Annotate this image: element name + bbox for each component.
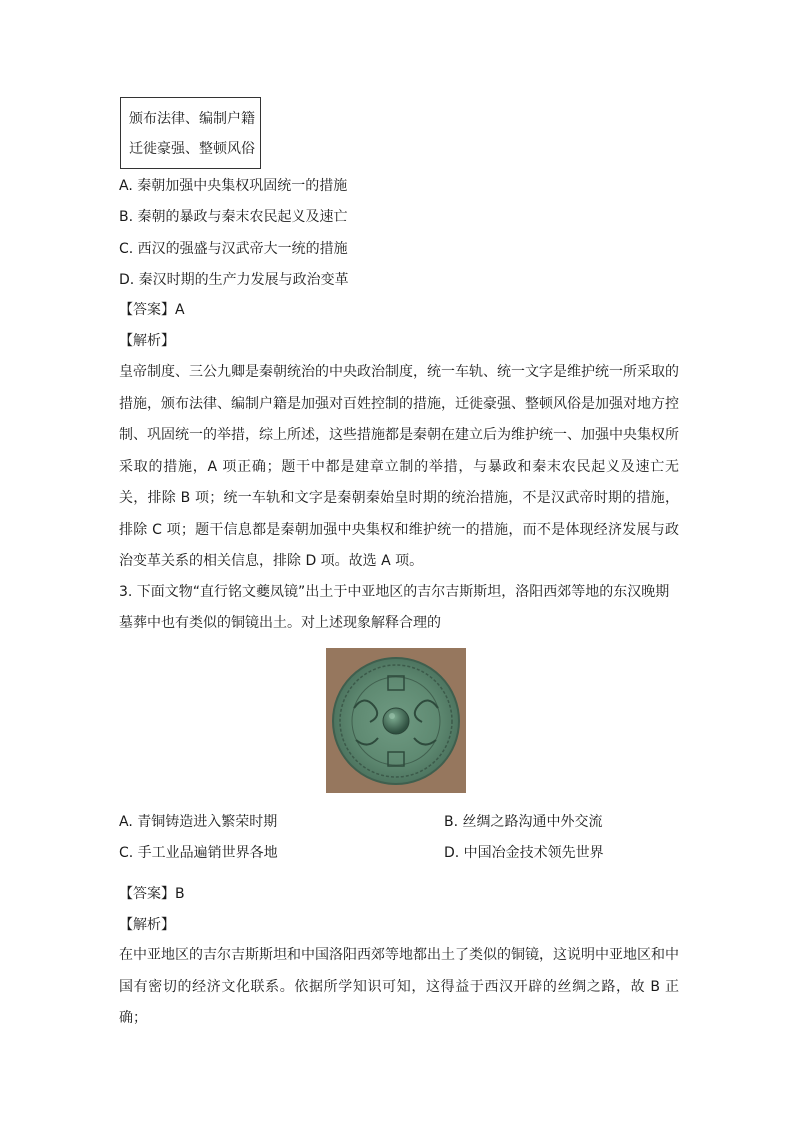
q2-option-a: A. 秦朝加强中央集权巩固统一的措施 bbox=[119, 178, 348, 194]
q2-analysis-text: 皇帝制度、三公九卿是秦朝统治的中央政治制度，统一车轨、统一文字是维护统一所采取的措施，颁布法律、编制户籍是加强对百姓控制的措施，迁徙豪强、整顿风俗是加强对地方控制、巩固统一的举措，综上所述，这些措施都是秦朝在建立后为维护统一、加强中央集权所采取的措施，A 项正确；题干中都是建章立制的举措，与暴政和秦末农民起义及速亡无关，排除 B 项；统一车轨和文字是秦朝秦始皇时期的统治措施，不是汉武帝时期的措施，排除 C 项；题干信息都是秦朝加强中央集权和维护统一的措施，而不是体现经济发展与政治变革关系的相关信息，排除 D 项。故选 A 项。 bbox=[119, 364, 679, 569]
bronze-mirror-illustration bbox=[326, 648, 466, 793]
q2-option-b: B. 秦朝的暴政与秦末农民起义及速亡 bbox=[119, 209, 348, 225]
quote-line-1: 颁布法律、编制户籍 bbox=[129, 111, 255, 127]
q3-analysis-text: 在中亚地区的吉尔吉斯斯坦和中国洛阳西郊等地都出土了类似的铜镜，这说明中亚地区和中国有密切的经济文化联系。依据所学知识可知，这得益于西汉开辟的丝绸之路，故 B 正确； bbox=[119, 947, 679, 1026]
quote-line-2: 迁徙豪强、整顿风俗 bbox=[129, 141, 255, 157]
bronze-mirror-image bbox=[326, 648, 466, 793]
q3-stem-line-1: 3. 下面文物“直行铭文夔凤镜”出土于中亚地区的吉尔吉斯斯坦，洛阳西郊等地的东汉晚期 bbox=[119, 584, 670, 600]
q2-option-c: C. 西汉的强盛与汉武帝大一统的措施 bbox=[119, 241, 348, 257]
q3-option-d: D. 中国冶金技术领先世界 bbox=[444, 845, 604, 861]
q3-answer: 【答案】B bbox=[119, 886, 185, 902]
q2-analysis-label: 【解析】 bbox=[119, 333, 175, 349]
q3-analysis-label: 【解析】 bbox=[119, 917, 175, 933]
q3-stem-line-2: 墓葬中也有类似的铜镜出土。对上述现象解释合理的 bbox=[119, 615, 441, 631]
q2-option-d: D. 秦汉时期的生产力发展与政治变革 bbox=[119, 272, 349, 288]
q2-answer: 【答案】A bbox=[119, 302, 185, 318]
q3-option-b: B. 丝绸之路沟通中外交流 bbox=[444, 814, 603, 830]
quote-box bbox=[120, 97, 261, 169]
q3-option-a: A. 青铜铸造进入繁荣时期 bbox=[119, 814, 278, 830]
q3-option-c: C. 手工业品遍销世界各地 bbox=[119, 845, 278, 861]
